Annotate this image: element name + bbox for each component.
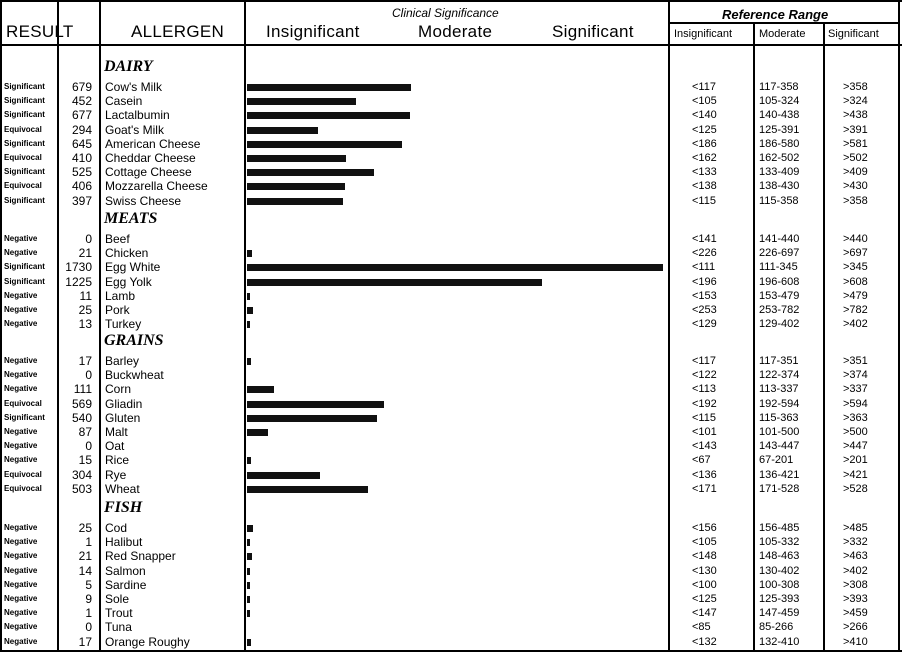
ref-insignificant: <105 bbox=[692, 95, 717, 107]
ref-moderate: 192-594 bbox=[759, 398, 800, 410]
result-status: Equivocal bbox=[4, 399, 42, 408]
ref-insignificant: <117 bbox=[692, 355, 716, 367]
allergen-name: Goat's Milk bbox=[105, 123, 164, 137]
result-status: Negative bbox=[4, 637, 38, 646]
allergen-name: Chicken bbox=[105, 246, 149, 260]
reference-header-divider bbox=[668, 22, 900, 24]
ref-moderate: 125-391 bbox=[759, 124, 800, 136]
ref-significant: >447 bbox=[843, 440, 868, 452]
ref-insignificant: <226 bbox=[692, 247, 717, 259]
allergen-name: Oat bbox=[105, 439, 125, 453]
ref-insignificant: <125 bbox=[692, 124, 717, 136]
clinical-significance-header: Clinical Significance bbox=[392, 6, 499, 20]
section-title: DAIRY bbox=[104, 58, 153, 75]
result-status: Negative bbox=[4, 234, 38, 243]
ref-moderate: 186-580 bbox=[759, 138, 800, 150]
ref-insignificant: <156 bbox=[692, 522, 717, 534]
result-value: 0 bbox=[85, 368, 92, 382]
significance-bar bbox=[247, 539, 250, 546]
significance-bar bbox=[247, 553, 252, 560]
ref-significant: >308 bbox=[843, 579, 868, 591]
allergen-name: Beef bbox=[105, 232, 130, 246]
result-status: Significant bbox=[4, 413, 45, 422]
ref-moderate: 85-266 bbox=[759, 621, 794, 633]
significance-bar bbox=[247, 183, 345, 190]
ref-insignificant: <132 bbox=[692, 636, 717, 648]
ref-significant: >345 bbox=[843, 261, 868, 273]
significance-bar bbox=[247, 84, 411, 91]
ref-moderate: 253-782 bbox=[759, 304, 800, 316]
significance-bar bbox=[247, 264, 663, 271]
allergen-name: Cow's Milk bbox=[105, 80, 162, 94]
ref-insignificant: <136 bbox=[692, 469, 717, 481]
table-row bbox=[0, 468, 902, 482]
result-status: Equivocal bbox=[4, 153, 42, 162]
allergen-name: Cottage Cheese bbox=[105, 165, 192, 179]
result-value: 1 bbox=[85, 535, 92, 549]
ref-moderate-header: Moderate bbox=[759, 28, 806, 40]
table-row bbox=[0, 246, 902, 260]
ref-insignificant: <115 bbox=[692, 195, 716, 207]
ref-significant: >402 bbox=[843, 318, 868, 330]
result-value: 525 bbox=[71, 165, 92, 179]
result-status: Significant bbox=[4, 262, 45, 271]
ref-insignificant: <111 bbox=[692, 261, 716, 273]
ref-insignificant: <196 bbox=[692, 276, 717, 288]
ref-significant: >479 bbox=[843, 290, 868, 302]
significant-header: Significant bbox=[552, 22, 634, 41]
ref-significant: >391 bbox=[843, 124, 868, 136]
ref-moderate: 141-440 bbox=[759, 233, 800, 245]
table-row bbox=[0, 411, 902, 425]
result-value: 406 bbox=[71, 179, 92, 193]
significance-bar bbox=[247, 127, 318, 134]
allergen-name: Rice bbox=[105, 453, 130, 467]
significance-bar bbox=[247, 250, 252, 257]
table-row bbox=[0, 123, 902, 137]
ref-significant: >393 bbox=[843, 593, 868, 605]
table-row bbox=[0, 578, 902, 592]
significance-bar bbox=[247, 98, 356, 105]
ref-insignificant: <67 bbox=[692, 454, 711, 466]
ref-insignificant: <117 bbox=[692, 81, 716, 93]
ref-insignificant: <143 bbox=[692, 440, 717, 452]
section-title: GRAINS bbox=[104, 332, 164, 349]
ref-moderate: 125-393 bbox=[759, 593, 800, 605]
ref-insignificant: <253 bbox=[692, 304, 717, 316]
result-header: RESULT bbox=[6, 22, 74, 41]
result-status: Negative bbox=[4, 427, 38, 436]
ref-significant: >594 bbox=[843, 398, 868, 410]
table-row bbox=[0, 151, 902, 165]
result-status: Significant bbox=[4, 167, 45, 176]
ref-significant: >332 bbox=[843, 536, 868, 548]
ref-significant: >410 bbox=[843, 636, 868, 648]
result-value: 21 bbox=[78, 246, 92, 260]
result-status: Negative bbox=[4, 580, 38, 589]
allergen-name: Egg Yolk bbox=[105, 275, 152, 289]
result-status: Negative bbox=[4, 594, 38, 603]
ref-moderate: 143-447 bbox=[759, 440, 800, 452]
result-value: 304 bbox=[71, 468, 92, 482]
significance-bar bbox=[247, 358, 251, 365]
ref-significant: >438 bbox=[843, 109, 868, 121]
ref-moderate: 138-430 bbox=[759, 180, 800, 192]
table-row bbox=[0, 564, 902, 578]
ref-insignificant: <171 bbox=[692, 483, 717, 495]
allergen-name: Wheat bbox=[105, 482, 140, 496]
result-value: 111 bbox=[73, 382, 92, 396]
table-row bbox=[0, 549, 902, 563]
result-value: 645 bbox=[71, 137, 92, 151]
table-row bbox=[0, 453, 902, 467]
allergen-name: Halibut bbox=[105, 535, 143, 549]
ref-insignificant: <133 bbox=[692, 166, 717, 178]
result-value: 569 bbox=[71, 397, 92, 411]
ref-significant: >374 bbox=[843, 369, 868, 381]
ref-moderate: 226-697 bbox=[759, 247, 800, 259]
result-status: Negative bbox=[4, 291, 38, 300]
result-value: 677 bbox=[71, 108, 92, 122]
allergen-name: Sardine bbox=[105, 578, 147, 592]
significance-bar bbox=[247, 386, 274, 393]
ref-significant: >358 bbox=[843, 195, 868, 207]
allergen-name: Lactalbumin bbox=[105, 108, 170, 122]
table-row bbox=[0, 94, 902, 108]
ref-significant: >581 bbox=[843, 138, 868, 150]
allergen-name: Cod bbox=[105, 521, 128, 535]
ref-moderate: 196-608 bbox=[759, 276, 800, 288]
table-row bbox=[0, 368, 902, 382]
allergen-name: Lamb bbox=[105, 289, 136, 303]
table-row bbox=[0, 317, 902, 331]
ref-insignificant: <186 bbox=[692, 138, 717, 150]
ref-moderate: 156-485 bbox=[759, 522, 800, 534]
allergen-name: American Cheese bbox=[105, 137, 201, 151]
table-row bbox=[0, 521, 902, 535]
allergen-name: Casein bbox=[105, 94, 143, 108]
table-border-top bbox=[0, 0, 902, 2]
result-status: Negative bbox=[4, 370, 38, 379]
ref-significant: >500 bbox=[843, 426, 868, 438]
result-status: Significant bbox=[4, 82, 45, 91]
significance-bar bbox=[247, 582, 250, 589]
significance-bar bbox=[247, 472, 320, 479]
table-row bbox=[0, 260, 902, 274]
insignificant-header: Insignificant bbox=[266, 22, 360, 41]
result-status: Negative bbox=[4, 537, 38, 546]
result-status: Negative bbox=[4, 384, 38, 393]
ref-significant: >440 bbox=[843, 233, 868, 245]
result-status: Negative bbox=[4, 455, 38, 464]
ref-moderate: 113-337 bbox=[759, 383, 799, 395]
allergen-name: Salmon bbox=[105, 564, 146, 578]
result-status: Significant bbox=[4, 277, 45, 286]
ref-moderate: 129-402 bbox=[759, 318, 800, 330]
header-divider bbox=[0, 44, 902, 46]
ref-moderate: 115-363 bbox=[759, 412, 799, 424]
significance-bar bbox=[247, 307, 253, 314]
ref-insignificant: <140 bbox=[692, 109, 717, 121]
table-row bbox=[0, 620, 902, 634]
ref-insignificant: <115 bbox=[692, 412, 716, 424]
significance-bar bbox=[247, 279, 542, 286]
allergen-name: Sole bbox=[105, 592, 130, 606]
significance-bar bbox=[247, 321, 250, 328]
result-status: Equivocal bbox=[4, 181, 42, 190]
ref-moderate: 148-463 bbox=[759, 550, 800, 562]
table-row bbox=[0, 482, 902, 496]
ref-moderate: 132-410 bbox=[759, 636, 800, 648]
result-status: Negative bbox=[4, 523, 38, 532]
result-value: 21 bbox=[78, 549, 92, 563]
result-value: 1 bbox=[85, 606, 92, 620]
result-value: 540 bbox=[71, 411, 92, 425]
ref-insignificant-header: Insignificant bbox=[674, 28, 733, 40]
ref-significant: >782 bbox=[843, 304, 868, 316]
table-row bbox=[0, 425, 902, 439]
significance-bar bbox=[247, 429, 268, 436]
ref-significant: >502 bbox=[843, 152, 868, 164]
ref-moderate: 117-351 bbox=[759, 355, 799, 367]
ref-insignificant: <85 bbox=[692, 621, 711, 633]
ref-significant: >324 bbox=[843, 95, 868, 107]
table-row bbox=[0, 303, 902, 317]
result-status: Negative bbox=[4, 608, 38, 617]
table-row bbox=[0, 635, 902, 649]
result-value: 9 bbox=[85, 592, 92, 606]
result-value: 15 bbox=[78, 453, 92, 467]
ref-insignificant: <141 bbox=[692, 233, 717, 245]
ref-insignificant: <122 bbox=[692, 369, 717, 381]
allergen-name: Gluten bbox=[105, 411, 141, 425]
table-row bbox=[0, 194, 902, 208]
ref-moderate: 136-421 bbox=[759, 469, 800, 481]
result-value: 397 bbox=[71, 194, 92, 208]
allergen-name: Mozzarella Cheese bbox=[105, 179, 208, 193]
result-value: 25 bbox=[78, 303, 92, 317]
table-row bbox=[0, 606, 902, 620]
significance-bar bbox=[247, 610, 250, 617]
ref-insignificant: <138 bbox=[692, 180, 717, 192]
allergen-name: Orange Roughy bbox=[105, 635, 190, 649]
result-status: Negative bbox=[4, 305, 38, 314]
result-status: Significant bbox=[4, 196, 45, 205]
ref-moderate: 153-479 bbox=[759, 290, 800, 302]
table-row bbox=[0, 397, 902, 411]
significance-bar bbox=[247, 401, 384, 408]
ref-moderate: 67-201 bbox=[759, 454, 794, 466]
significance-bar bbox=[247, 415, 377, 422]
table-row bbox=[0, 108, 902, 122]
result-value: 87 bbox=[78, 425, 92, 439]
allergen-name: Malt bbox=[105, 425, 128, 439]
result-status: Negative bbox=[4, 551, 38, 560]
result-value: 1730 bbox=[65, 260, 92, 274]
allergen-name: Pork bbox=[105, 303, 130, 317]
ref-moderate: 147-459 bbox=[759, 607, 800, 619]
result-status: Negative bbox=[4, 248, 38, 257]
ref-significant-header: Significant bbox=[828, 28, 879, 40]
significance-bar bbox=[247, 568, 250, 575]
significance-bar bbox=[247, 525, 253, 532]
table-row bbox=[0, 80, 902, 94]
ref-insignificant: <192 bbox=[692, 398, 717, 410]
allergen-name: Trout bbox=[105, 606, 133, 620]
table-row bbox=[0, 232, 902, 246]
ref-significant: >409 bbox=[843, 166, 868, 178]
ref-moderate: 122-374 bbox=[759, 369, 800, 381]
allergen-name: Turkey bbox=[105, 317, 142, 331]
table-row bbox=[0, 439, 902, 453]
allergen-name: Buckwheat bbox=[105, 368, 164, 382]
ref-moderate: 100-308 bbox=[759, 579, 800, 591]
ref-significant: >528 bbox=[843, 483, 868, 495]
ref-moderate: 105-332 bbox=[759, 536, 800, 548]
reference-range-header: Reference Range bbox=[722, 7, 829, 22]
ref-significant: >459 bbox=[843, 607, 868, 619]
ref-insignificant: <125 bbox=[692, 593, 717, 605]
ref-significant: >358 bbox=[843, 81, 868, 93]
ref-moderate: 101-500 bbox=[759, 426, 800, 438]
ref-significant: >201 bbox=[843, 454, 868, 466]
allergen-name: Gliadin bbox=[105, 397, 143, 411]
ref-insignificant: <162 bbox=[692, 152, 717, 164]
allergen-header: ALLERGEN bbox=[131, 22, 225, 41]
ref-significant: >463 bbox=[843, 550, 868, 562]
result-value: 13 bbox=[78, 317, 92, 331]
allergen-name: Rye bbox=[105, 468, 127, 482]
result-value: 5 bbox=[85, 578, 92, 592]
result-status: Negative bbox=[4, 441, 38, 450]
result-status: Negative bbox=[4, 319, 38, 328]
result-value: 0 bbox=[85, 232, 92, 246]
allergen-name: Red Snapper bbox=[105, 549, 176, 563]
ref-insignificant: <101 bbox=[692, 426, 717, 438]
significance-bar bbox=[247, 457, 251, 464]
ref-significant: >337 bbox=[843, 383, 868, 395]
ref-significant: >697 bbox=[843, 247, 868, 259]
result-value: 0 bbox=[85, 620, 92, 634]
ref-moderate: 111-345 bbox=[759, 261, 798, 273]
allergen-name: Egg White bbox=[105, 260, 161, 274]
result-value: 0 bbox=[85, 439, 92, 453]
result-status: Significant bbox=[4, 96, 45, 105]
section-title: MEATS bbox=[104, 210, 158, 227]
significance-bar bbox=[247, 293, 250, 300]
ref-insignificant: <148 bbox=[692, 550, 717, 562]
result-status: Significant bbox=[4, 110, 45, 119]
allergen-name: Corn bbox=[105, 382, 132, 396]
ref-significant: >485 bbox=[843, 522, 868, 534]
result-value: 410 bbox=[71, 151, 92, 165]
result-status: Negative bbox=[4, 356, 38, 365]
result-status: Significant bbox=[4, 139, 45, 148]
ref-moderate: 117-358 bbox=[759, 81, 799, 93]
result-value: 1225 bbox=[65, 275, 92, 289]
ref-moderate: 162-502 bbox=[759, 152, 800, 164]
ref-moderate: 140-438 bbox=[759, 109, 800, 121]
ref-insignificant: <147 bbox=[692, 607, 717, 619]
moderate-header: Moderate bbox=[418, 22, 493, 41]
allergen-name: Tuna bbox=[105, 620, 132, 634]
allergen-name: Swiss Cheese bbox=[105, 194, 182, 208]
ref-moderate: 171-528 bbox=[759, 483, 800, 495]
table-row bbox=[0, 275, 902, 289]
significance-bar bbox=[247, 639, 251, 646]
ref-significant: >266 bbox=[843, 621, 868, 633]
significance-bar bbox=[247, 486, 368, 493]
significance-bar bbox=[247, 141, 402, 148]
ref-significant: >421 bbox=[843, 469, 868, 481]
result-status: Negative bbox=[4, 622, 38, 631]
table-row bbox=[0, 165, 902, 179]
result-status: Equivocal bbox=[4, 484, 42, 493]
result-value: 679 bbox=[71, 80, 92, 94]
result-value: 11 bbox=[79, 289, 92, 303]
significance-bar bbox=[247, 169, 374, 176]
ref-moderate: 115-358 bbox=[759, 195, 799, 207]
ref-significant: >430 bbox=[843, 180, 868, 192]
result-value: 294 bbox=[71, 123, 92, 137]
ref-insignificant: <129 bbox=[692, 318, 717, 330]
ref-insignificant: <130 bbox=[692, 565, 717, 577]
table-row bbox=[0, 179, 902, 193]
table-row bbox=[0, 382, 902, 396]
ref-moderate: 133-409 bbox=[759, 166, 800, 178]
ref-significant: >402 bbox=[843, 565, 868, 577]
ref-insignificant: <105 bbox=[692, 536, 717, 548]
result-value: 503 bbox=[71, 482, 92, 496]
table-row bbox=[0, 289, 902, 303]
significance-bar bbox=[247, 112, 410, 119]
significance-bar bbox=[247, 198, 343, 205]
ref-moderate: 105-324 bbox=[759, 95, 800, 107]
result-status: Equivocal bbox=[4, 125, 42, 134]
ref-significant: >363 bbox=[843, 412, 868, 424]
table-row bbox=[0, 592, 902, 606]
ref-insignificant: <153 bbox=[692, 290, 717, 302]
significance-bar bbox=[247, 155, 346, 162]
table-row bbox=[0, 137, 902, 151]
allergen-name: Barley bbox=[105, 354, 140, 368]
result-value: 17 bbox=[78, 635, 92, 649]
allergen-name: Cheddar Cheese bbox=[105, 151, 196, 165]
table-row bbox=[0, 535, 902, 549]
significance-bar bbox=[247, 596, 250, 603]
result-value: 14 bbox=[78, 564, 92, 578]
ref-moderate: 130-402 bbox=[759, 565, 800, 577]
ref-insignificant: <113 bbox=[692, 383, 716, 395]
ref-significant: >608 bbox=[843, 276, 868, 288]
result-value: 25 bbox=[78, 521, 92, 535]
result-status: Equivocal bbox=[4, 470, 42, 479]
result-value: 452 bbox=[71, 94, 92, 108]
ref-significant: >351 bbox=[843, 355, 868, 367]
section-title: FISH bbox=[104, 499, 143, 516]
ref-insignificant: <100 bbox=[692, 579, 717, 591]
result-status: Negative bbox=[4, 566, 38, 575]
table-row bbox=[0, 354, 902, 368]
result-value: 17 bbox=[78, 354, 92, 368]
